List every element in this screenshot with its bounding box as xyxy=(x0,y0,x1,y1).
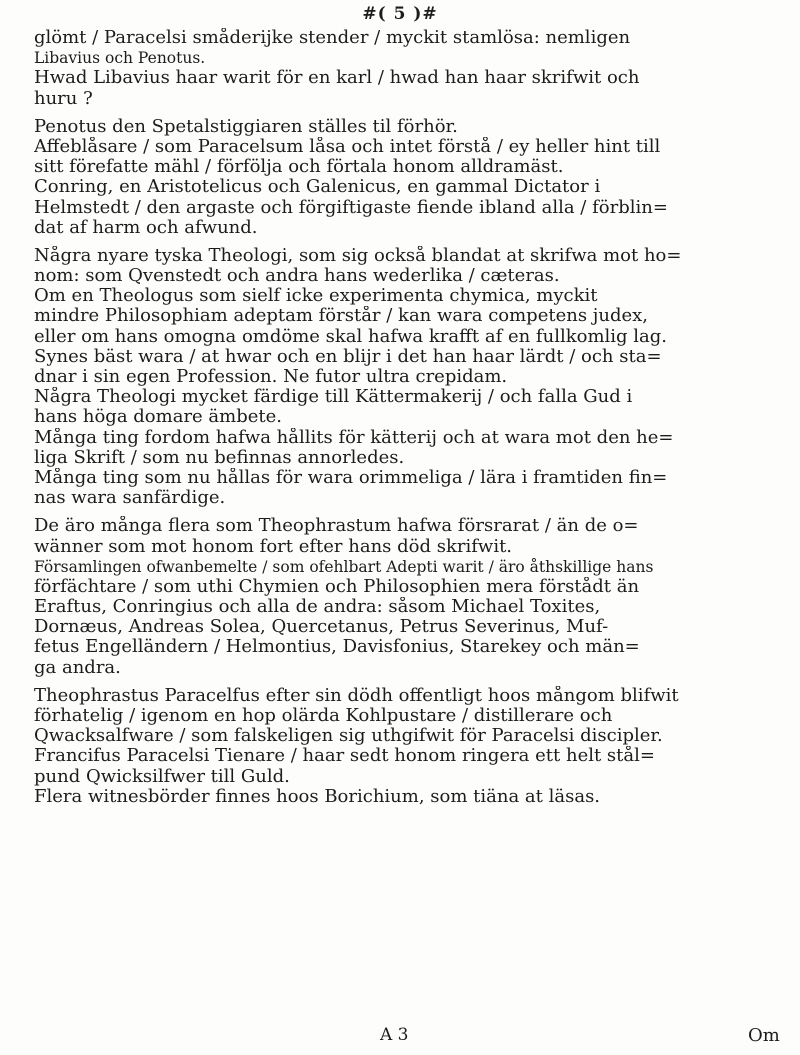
text-line: Några Theologi mycket färdige till Kättermakerij / och falla Gud i xyxy=(34,387,633,408)
text-line: De äro många flera som Theophrastum hafwa försrarat / än de o= xyxy=(34,516,639,537)
page-footer xyxy=(0,1025,800,1053)
text-line: huru ? xyxy=(34,88,93,109)
text-line: sitt förefatte mähl / förfölja och förtala honom alldramäst. xyxy=(34,157,564,178)
text-line: Affeblåsare / som Paracelsum låsa och intet förstå / ey heller hint till xyxy=(34,136,661,157)
text-line: dat af harm och afwund. xyxy=(34,217,258,238)
text-line: fetus Engelländern / Helmontius, Davisfonius, Starekey och män= xyxy=(34,637,640,658)
text-line: pund Qwicksilfwer till Guld. xyxy=(34,766,290,787)
text-line: Dornæus, Andreas Solea, Quercetanus, Petrus Severinus, Muf- xyxy=(34,617,609,638)
text-line: Francifus Paracelsi Tienare / haar sedt honom ringera ett helt stål= xyxy=(34,746,655,767)
text-line: Helmstedt / den argaste och förgiftigaste fiende ibland alla / förblin= xyxy=(34,197,668,218)
text-line: Om en Theologus som sielf icke experimenta chymica, myckit xyxy=(34,286,598,307)
page-body xyxy=(34,28,784,807)
text-line: förfächtare / som uthi Chymien och Philosophien mera förstådt än xyxy=(34,576,640,597)
text-line: Några nyare tyska Theologi, som sig också blandat at skrifwa mot ho= xyxy=(34,245,682,266)
text-line: Hwad Libavius haar warit för en karl / hwad han haar skrifwit och xyxy=(34,68,640,89)
text-line: Många ting fordom hafwa hållits för kätterij och at wara mot den he= xyxy=(34,427,674,448)
text-line: Flera witnesbörder finnes hoos Borichium, som tiäna at läsas. xyxy=(34,786,601,807)
text-line: hans höga domare ämbete. xyxy=(34,407,283,428)
marginal-heading: Libavius och Penotus. xyxy=(34,49,206,68)
text-line: wänner som mot honom fort efter hans död skrifwit. xyxy=(34,536,513,557)
signature-mark: A 3 xyxy=(380,1025,409,1045)
text-line: Conring, en Aristotelicus och Galenicus, en gammal Dictator i xyxy=(34,177,601,198)
text-line: Många ting som nu hållas för wara orimmeliga / lära i framtiden fin= xyxy=(34,467,668,488)
catchword: Om xyxy=(748,1025,780,1046)
text-line: glömt / Paracelsi småderijke stender / myckit stamlösa: nemligen xyxy=(34,28,631,48)
text-line: mindre Philosophiam adeptam förstår / kan wara competens judex, xyxy=(34,306,649,327)
text-line: dnar i sin egen Profession. Ne futor ultra crepidam. xyxy=(34,367,508,387)
text-line: Qwacksalfware / som falskeligen sig uthgifwit för Paracelsi discipler. xyxy=(34,726,663,747)
text-line: förhatelig / igenom en hop olärda Kohlpustare / distillerare och xyxy=(34,706,613,726)
text-line: ga andra. xyxy=(34,657,121,678)
text-line: liga Skrift / som nu befinnas annorledes. xyxy=(34,447,405,468)
text-line: nas wara sanfärdige. xyxy=(34,488,226,509)
text-line: Eraftus, Conringius och alla de andra: såsom Michael Toxites, xyxy=(34,597,601,618)
text-line: nom: som Qvenstedt och andra hans wederlika / cæteras. xyxy=(34,266,560,287)
text-line: Synes bäst wara / at hwar och en blijr i det han haar lärdt / och sta= xyxy=(34,346,662,367)
text-line: Theophrastus Paracelfus efter sin dödh offentligt hoos mångom blifwit xyxy=(34,685,679,706)
text-line: Församlingen ofwanbemelte / som ofehlbart Adepti warit / äro åthskillige hans xyxy=(34,557,654,576)
page-header-ornament: #( 5 )# xyxy=(362,4,438,24)
text-line: eller om hans omogna omdöme skal hafwa krafft af en fullkomlig lag. xyxy=(34,326,668,347)
text-line: Penotus den Spetalstiggiaren ställes til förhör. xyxy=(34,116,458,137)
